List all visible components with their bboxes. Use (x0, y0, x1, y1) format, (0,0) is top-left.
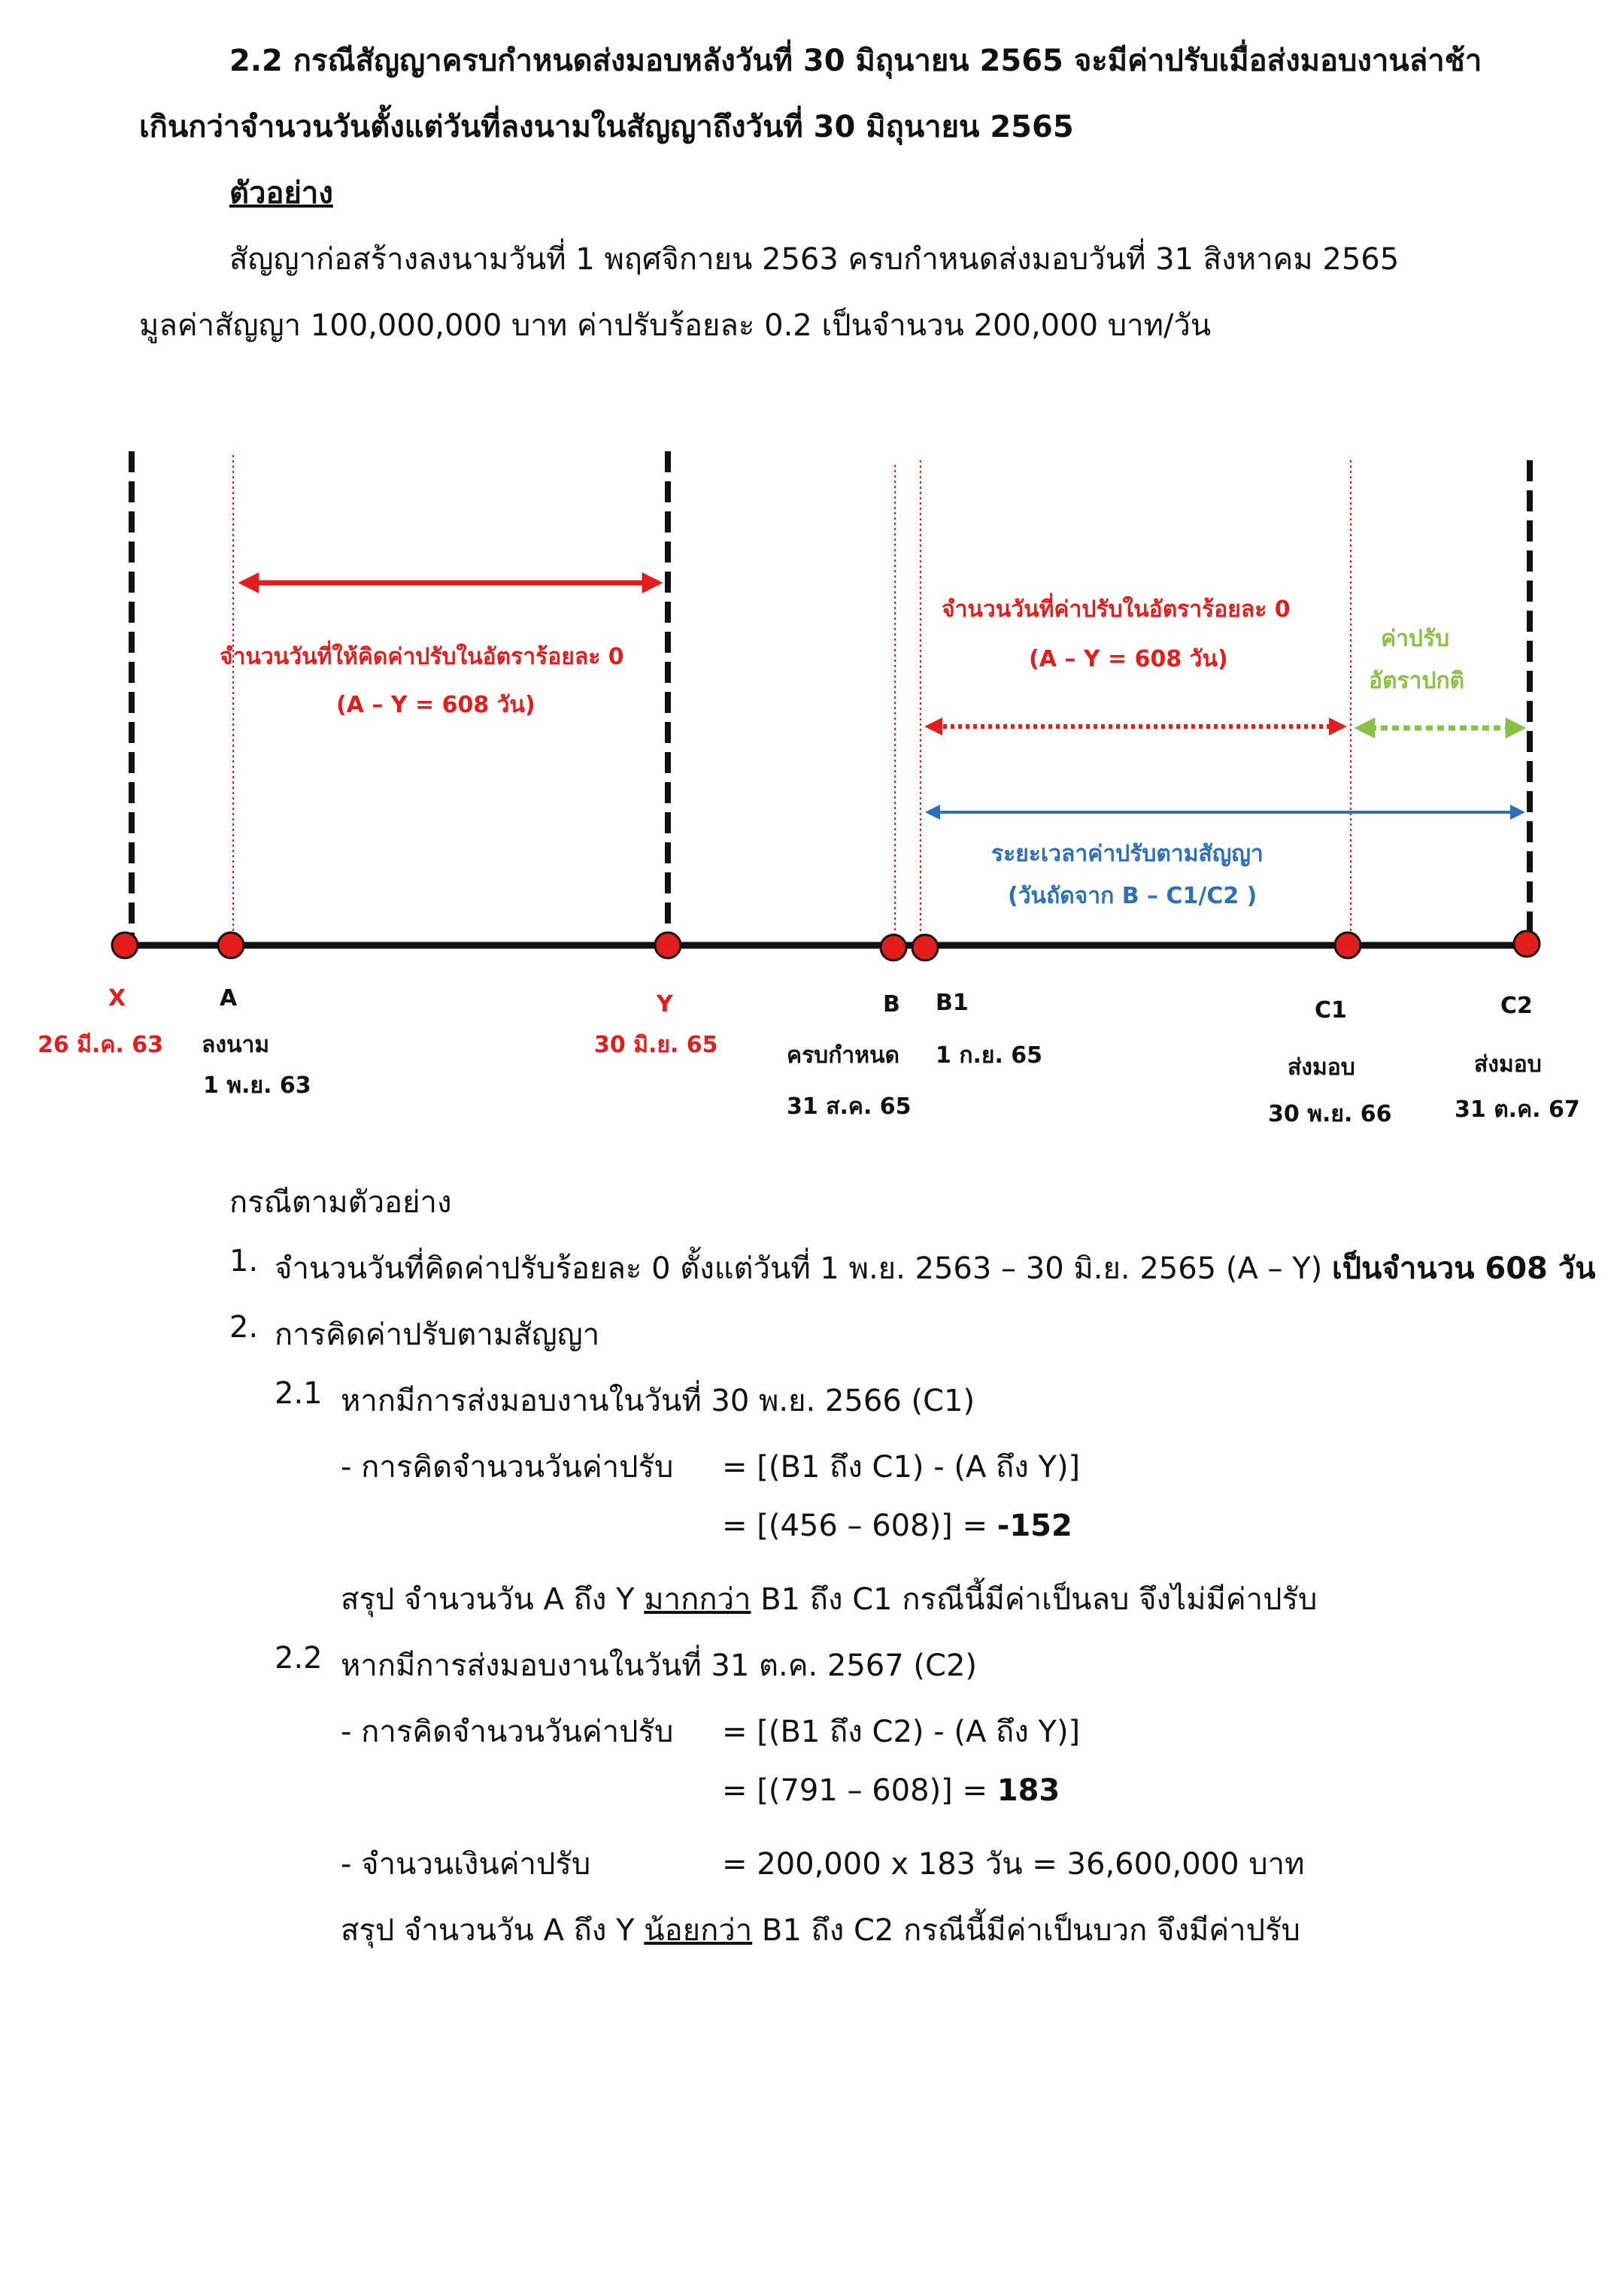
point-c1-desc: ส่งมอบ (1288, 1054, 1355, 1081)
point-c2-code: C2 (1500, 993, 1533, 1019)
point-c1 (1335, 933, 1361, 958)
case21-calc-label: - การคิดจำนวนวันค่าปรับ (341, 1450, 674, 1485)
point-x-date: 26 มี.ค. 63 (38, 1032, 164, 1058)
point-y (655, 933, 681, 958)
span-right-label-line2: (A – Y = 608 วัน) (1029, 646, 1228, 672)
item2-number: 2. (229, 1310, 259, 1345)
point-b-desc: ครบกำหนด (787, 1042, 899, 1069)
point-b1 (912, 935, 938, 960)
span-right-label-line1: จำนวนวันที่ค่าปรับในอัตราร้อยละ 0 (942, 596, 1291, 623)
span-normal-label-line1: ค่าปรับ (1381, 626, 1450, 652)
case22-money-label: - จำนวนเงินค่าปรับ (341, 1847, 591, 1882)
point-c2-date: 31 ต.ค. 67 (1455, 1096, 1580, 1123)
point-x (112, 933, 138, 958)
intro-line2: มูลค่าสัญญา 100,000,000 บาท ค่าปรับร้อยละ 0.2 เป็นจำนวน 200,000 บาท/วัน (139, 308, 1212, 343)
point-b1-code: B1 (936, 990, 969, 1016)
case21-formula2-expr: = [(456 – 608)] = (722, 1509, 997, 1543)
point-a-desc: ลงนาม (202, 1032, 270, 1058)
case22-summary-post: B1 ถึง C2 กรณีนี้มีค่าเป็นบวก จึงมีค่าปรับ (752, 1913, 1300, 1948)
point-a-code: A (220, 985, 238, 1012)
case22-text: หากมีการส่งมอบงานในวันที่ 31 ต.ค. 2567 (C2) (341, 1648, 977, 1683)
case22-formula2 (722, 1773, 1060, 1808)
case21-summary-post: B1 ถึง C1 กรณีนี้มีค่าเป็นลบ จึงไม่มีค่าปรับ (751, 1582, 1318, 1617)
item1-text (275, 1244, 1596, 1292)
case22-summary (341, 1906, 1300, 1954)
span-normal-label-line2: อัตราปกติ (1369, 668, 1465, 694)
item2-text: การคิดค่าปรับตามสัญญา (275, 1318, 600, 1352)
span-left-label-line2: (A – Y = 608 วัน) (336, 692, 535, 718)
point-a (218, 933, 244, 958)
point-y-code: Y (657, 991, 673, 1018)
case22-money-value: = 200,000 x 183 วัน = 36,600,000 บาท (722, 1847, 1305, 1882)
cases-title: กรณีตามตัวอย่าง (229, 1185, 452, 1220)
point-c2 (1514, 931, 1540, 957)
item1-body: จำนวนวันที่คิดค่าปรับร้อยละ 0 ตั้งแต่วันที่ 1 พ.ย. 2563 – 30 มิ.ย. 2565 (A – Y) (275, 1251, 1323, 1286)
point-y-date: 30 มิ.ย. 65 (594, 1032, 718, 1058)
case21-summary-pre: สรุป จำนวนวัน A ถึง Y (341, 1582, 645, 1617)
case21-formula2 (722, 1509, 1072, 1543)
item1-number: 1. (229, 1244, 259, 1278)
item1-total: เป็นจำนวน 608 วัน (1331, 1251, 1596, 1286)
point-c1-date: 30 พ.ย. 66 (1268, 1101, 1392, 1127)
case21-number: 2.1 (275, 1376, 323, 1411)
case22-formula2-expr: = [(791 – 608)] = (722, 1773, 997, 1808)
case22-number: 2.2 (275, 1641, 323, 1676)
point-b (881, 935, 906, 960)
case21-result: -152 (997, 1509, 1072, 1543)
case22-result: 183 (997, 1773, 1060, 1808)
point-b-code: B (883, 991, 900, 1018)
section-heading-line2: เกินกว่าจำนวนวันตั้งแต่วันที่ลงนามในสัญญาถึงวันที่ 30 มิถุนายน 2565 (139, 110, 1074, 144)
case21-summary (341, 1575, 1317, 1623)
case22-summary-compare: น้อยกว่า (644, 1913, 753, 1948)
case21-summary-compare: มากกว่า (644, 1582, 751, 1617)
span-contract-label-line1: ระยะเวลาค่าปรับตามสัญญา (991, 841, 1264, 867)
case22-calc-label: - การคิดจำนวนวันค่าปรับ (341, 1715, 674, 1749)
case22-formula1: = [(B1 ถึง C2) - (A ถึง Y)] (722, 1715, 1081, 1749)
case21-text: หากมีการส่งมอบงานในวันที่ 30 พ.ย. 2566 (C1) (341, 1384, 975, 1418)
span-left-label-line1: จำนวนวันที่ให้คิดค่าปรับในอัตราร้อยละ 0 (220, 644, 624, 670)
point-b1-date: 1 ก.ย. 65 (936, 1042, 1043, 1069)
case21-formula1: = [(B1 ถึง C1) - (A ถึง Y)] (722, 1450, 1081, 1485)
point-c2-desc: ส่งมอบ (1474, 1051, 1542, 1078)
intro-line1: สัญญาก่อสร้างลงนามวันที่ 1 พฤศจิกายน 2563 ครบกำหนดส่งมอบวันที่ 31 สิงหาคม 2565 (229, 242, 1400, 277)
case22-summary-pre: สรุป จำนวนวัน A ถึง Y (341, 1913, 645, 1948)
point-b-date: 31 ส.ค. 65 (787, 1093, 912, 1120)
point-c1-code: C1 (1315, 997, 1347, 1024)
section-heading-line1: 2.2 กรณีสัญญาครบกำหนดส่งมอบหลังวันที่ 30 มิถุนายน 2565 จะมีค่าปรับเมื่อส่งมอบงานล่าช้า (229, 44, 1482, 78)
span-contract-label-line2: (วันถัดจาก B – C1/C2 ) (1008, 883, 1257, 909)
point-a-date: 1 พ.ย. 63 (203, 1072, 311, 1099)
point-x-code: X (108, 985, 126, 1012)
example-label: ตัวอย่าง (229, 176, 333, 211)
